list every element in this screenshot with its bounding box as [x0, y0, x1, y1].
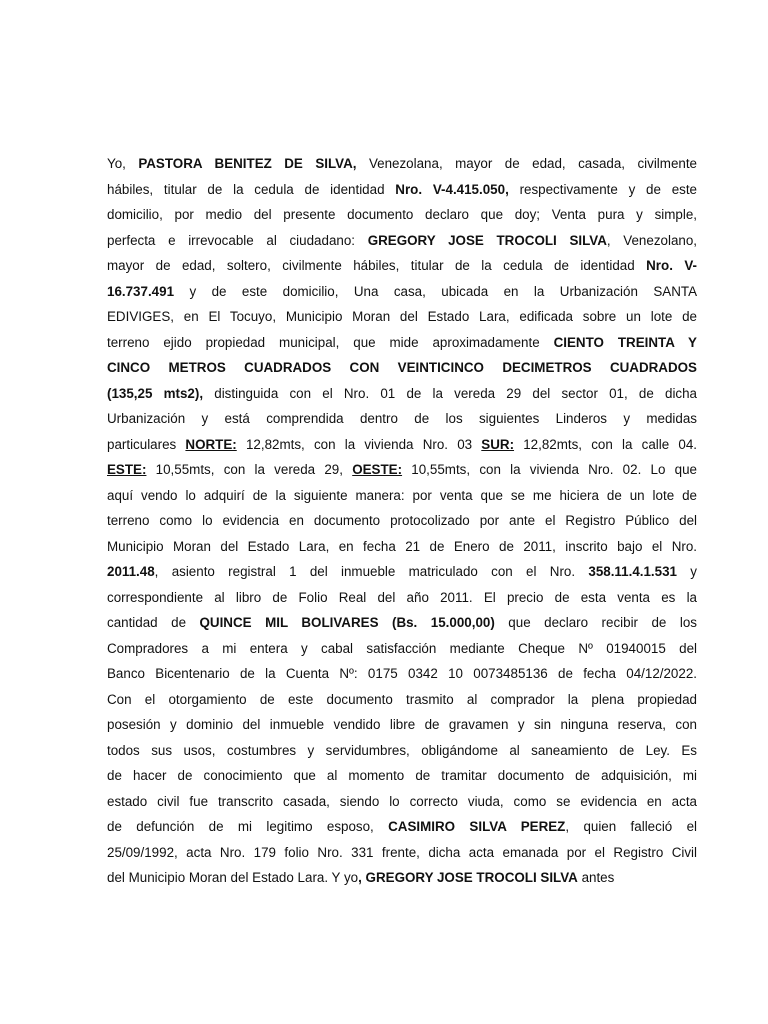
- text-line: [107, 228, 697, 254]
- text-run: 12,82mts, con la calle 04.: [514, 436, 697, 452]
- text-line: [107, 355, 697, 381]
- text-run: EDIVIGES, en El Tocuyo, Municipio Moran del Estado Lara, edificada sobre un lote de: [107, 309, 697, 324]
- bold-text: 16.737.491: [107, 283, 175, 299]
- text-line: [107, 840, 697, 866]
- underlined-bold-text: ESTE:: [107, 462, 147, 477]
- text-run: 10,55mts, con la vereda 29,: [146, 462, 353, 477]
- bold-text: Nro. V-4.415.050,: [395, 181, 509, 197]
- text-line: [107, 687, 697, 713]
- text-run: Compradores a mi entera y cabal satisfacción mediante Cheque Nº 01940015 del: [107, 640, 697, 656]
- bold-text: 358.11.4.1.531: [588, 564, 677, 579]
- text-run: Venezolana, mayor de edad, casada, civilmente: [356, 156, 697, 171]
- bold-text: PASTORA BENITEZ DE SILVA,: [138, 156, 357, 171]
- text-line: [107, 738, 697, 764]
- text-run: y: [677, 564, 697, 579]
- text-run: particulares: [107, 436, 186, 452]
- text-run: domicilio, por medio del presente documento declaro que doy; Venta pura y simple,: [107, 207, 697, 222]
- text-line: [107, 789, 697, 815]
- text-run: Con el otorgamiento de este documento trasmito al comprador la plena propiedad: [107, 691, 697, 707]
- underlined-bold-text: SUR:: [481, 436, 515, 452]
- bold-text: CINCO METROS CUADRADOS CON VEINTICINCO DECIMETROS CUADRADOS: [107, 360, 697, 375]
- document-body: [107, 151, 697, 891]
- text-run: terreno ejido propiedad municipal, que mide aproximadamente: [107, 334, 554, 350]
- text-run: correspondiente al libro de Folio Real del año 2011. El precio de esta venta es la: [107, 589, 697, 605]
- text-run: perfecta e irrevocable al ciudadano:: [107, 232, 368, 248]
- text-run: respectivamente y de este: [508, 181, 698, 197]
- text-run: posesión y dominio del inmueble vendido libre de gravamen y sin ninguna reserva, con: [107, 717, 697, 732]
- bold-text: Nro. V-: [646, 258, 698, 273]
- text-line: [107, 151, 697, 177]
- text-line: [107, 559, 697, 585]
- text-run: Urbanización y está comprendida dentro de los siguientes Linderos y medidas: [107, 411, 697, 426]
- text-run: Yo,: [107, 156, 139, 171]
- bold-text: GREGORY JOSE TROCOLI SILVA: [367, 232, 607, 248]
- text-run: , quien falleció el: [565, 819, 698, 834]
- text-line: [107, 279, 697, 305]
- text-line: [107, 508, 697, 534]
- bold-text: QUINCE MIL BOLIVARES (Bs. 15.000,00): [199, 615, 495, 630]
- text-run: 12,82mts, con la vivienda Nro. 03: [236, 436, 482, 452]
- text-run: que declaro recibir de los: [494, 615, 697, 630]
- text-line: [107, 712, 697, 738]
- text-run: , asiento registral 1 del inmueble matriculado con el Nro.: [154, 564, 589, 579]
- text-line: [107, 534, 697, 560]
- text-line: [107, 483, 697, 509]
- text-line: [107, 763, 697, 789]
- text-run: cantidad de: [107, 615, 200, 630]
- text-run: , Venezolano,: [606, 232, 698, 248]
- bold-text: CASIMIRO SILVA PEREZ: [388, 819, 566, 834]
- text-line: [107, 814, 697, 840]
- text-line: [107, 177, 697, 203]
- text-line: [107, 610, 697, 636]
- text-line: [107, 457, 697, 483]
- bold-text: 2011.48: [107, 564, 155, 579]
- text-run: Municipio Moran del Estado Lara, en fecha 21 de Enero de 2011, inscrito bajo el Nro.: [107, 538, 697, 554]
- text-line: [107, 406, 697, 432]
- text-line: [107, 330, 697, 356]
- text-run: de hacer de conocimiento que al momento de tramitar documento de adquisición, mi: [107, 768, 697, 783]
- text-run: 25/09/1992, acta Nro. 179 folio Nro. 331 frente, dicha acta emanada por el Registro Civil: [107, 844, 697, 860]
- text-run: 10,55mts, con la vivienda Nro. 02. Lo que: [402, 462, 697, 477]
- text-line: [107, 253, 697, 279]
- text-line: [107, 661, 697, 687]
- text-run: del Municipio Moran del Estado Lara. Y yo: [107, 870, 359, 885]
- text-line: [107, 381, 697, 407]
- text-line: [107, 304, 697, 330]
- bold-text: , GREGORY JOSE TROCOLI SILVA: [358, 870, 578, 885]
- underlined-bold-text: NORTE:: [185, 436, 237, 452]
- bold-text: CIENTO TREINTA Y: [553, 334, 697, 350]
- text-line: [107, 636, 697, 662]
- text-run: distinguida con el Nro. 01 de la vereda 29 del sector 01, de dicha: [203, 385, 698, 401]
- text-run: y de este domicilio, Una casa, ubicada en la Urbanización SANTA: [174, 283, 697, 299]
- text-run: hábiles, titular de la cedula de identidad: [107, 181, 396, 197]
- text-run: estado civil fue transcrito casada, siendo lo correcto viuda, como se evidencia en acta: [107, 793, 697, 809]
- underlined-bold-text: OESTE:: [352, 462, 403, 477]
- text-run: antes: [577, 870, 615, 885]
- text-run: Banco Bicentenario de la Cuenta Nº: 0175 0342 10 0073485136 de fecha 04/12/2022.: [107, 666, 697, 681]
- text-line: [107, 585, 697, 611]
- bold-text: (135,25 mts2),: [107, 385, 204, 401]
- text-line: [107, 202, 697, 228]
- text-run: terreno como lo evidencia en documento protocolizado por ante el Registro Público del: [107, 513, 697, 528]
- text-line: [107, 432, 697, 458]
- text-run: mayor de edad, soltero, civilmente hábiles, titular de la cedula de identidad: [107, 258, 647, 273]
- text-run: de defunción de mi legitimo esposo,: [107, 819, 389, 834]
- text-line: [107, 865, 697, 891]
- text-run: aquí vendo lo adquirí de la siguiente manera: por venta que se me hiciera de un lote de: [107, 487, 697, 503]
- text-run: todos sus usos, costumbres y servidumbres, obligándome al saneamiento de Ley. Es: [107, 742, 697, 758]
